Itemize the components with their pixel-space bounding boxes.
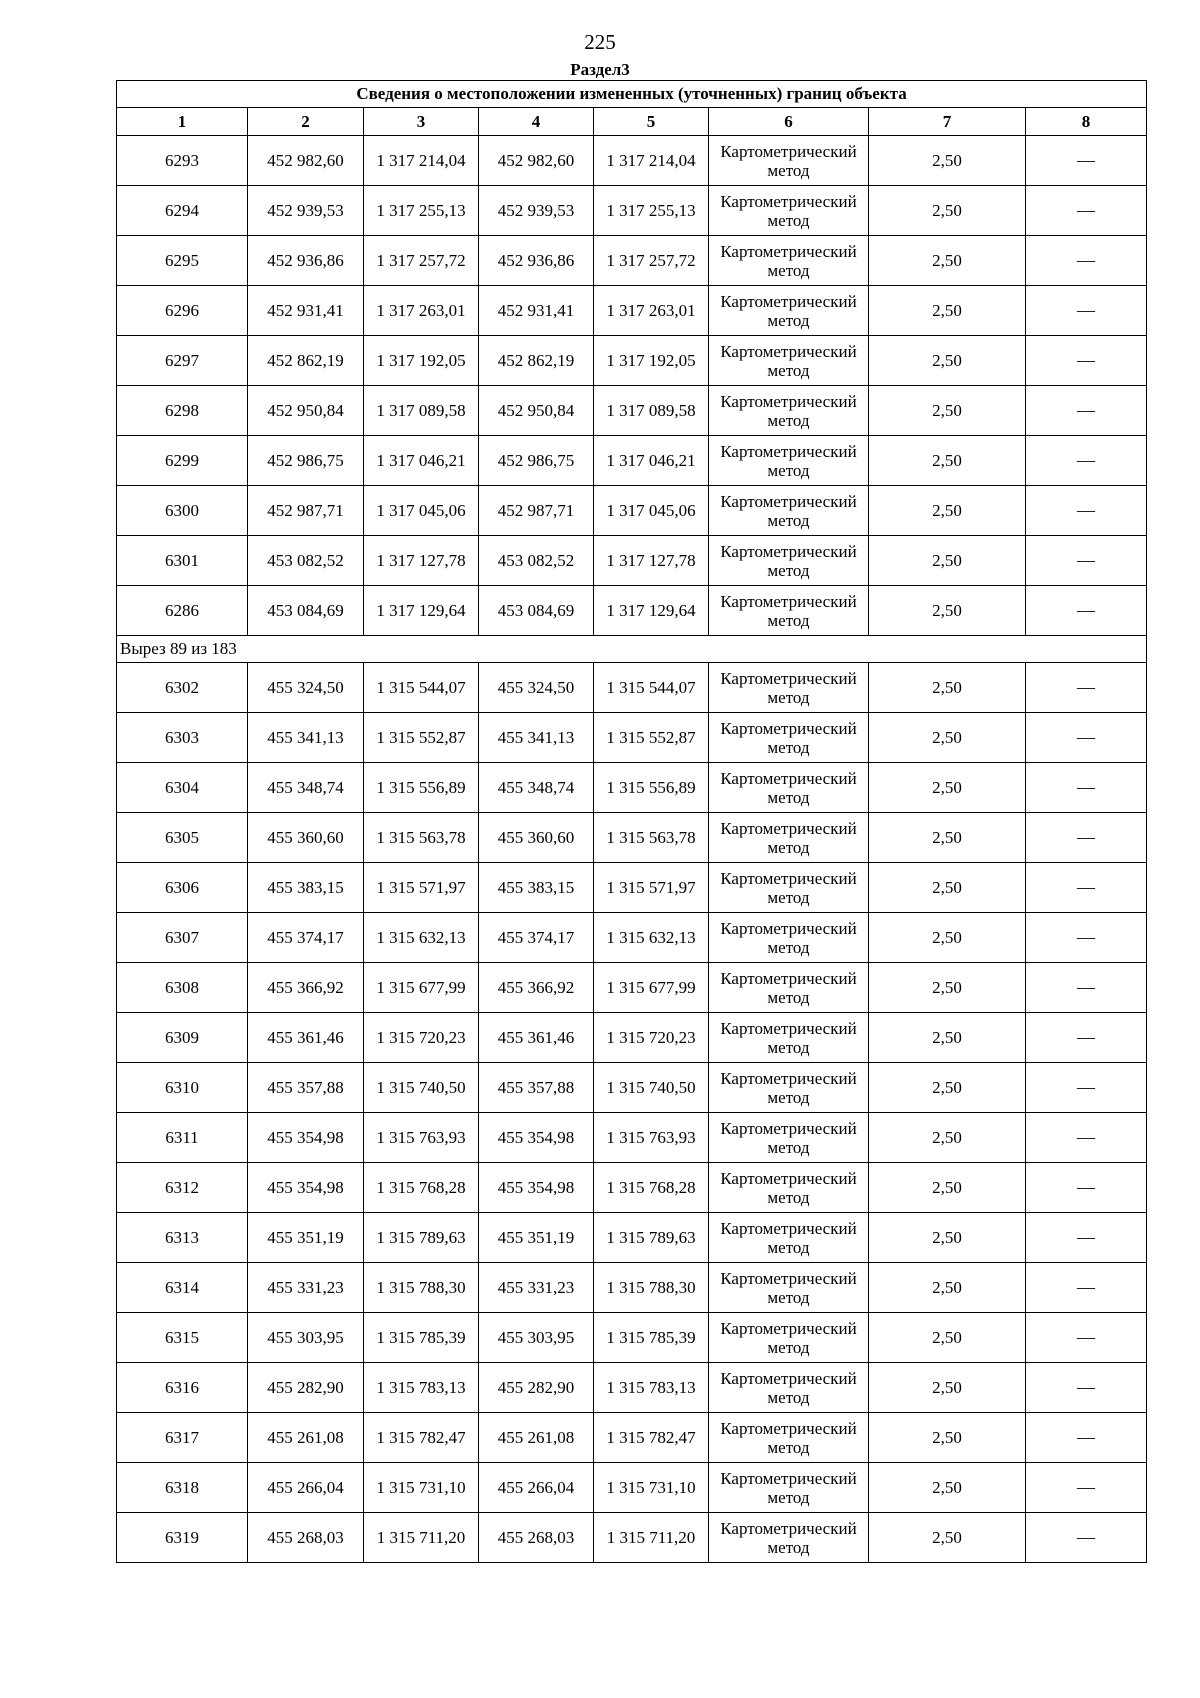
y-refined-cell: 1 315 632,13 xyxy=(594,913,709,963)
x-refined-cell: 455 282,90 xyxy=(479,1363,594,1413)
table-row xyxy=(117,136,1147,186)
y-refined-cell: 1 315 768,28 xyxy=(594,1163,709,1213)
y-existing-cell: 1 315 783,13 xyxy=(364,1363,479,1413)
point-number-cell: 6319 xyxy=(117,1513,248,1563)
method-cell: Картометрический метод xyxy=(709,663,869,713)
column-number-7: 7 xyxy=(869,108,1026,136)
point-number-cell: 6310 xyxy=(117,1063,248,1113)
y-existing-cell: 1 315 788,30 xyxy=(364,1263,479,1313)
y-refined-cell: 1 315 789,63 xyxy=(594,1213,709,1263)
table-caption: Сведения о местоположении измененных (уточненных) границ объекта xyxy=(117,81,1147,108)
y-existing-cell: 1 315 552,87 xyxy=(364,713,479,763)
table-row xyxy=(117,1063,1147,1113)
table-row xyxy=(117,336,1147,386)
x-refined-cell: 455 268,03 xyxy=(479,1513,594,1563)
accuracy-cell: 2,50 xyxy=(869,963,1026,1013)
accuracy-cell: 2,50 xyxy=(869,536,1026,586)
accuracy-cell: 2,50 xyxy=(869,863,1026,913)
point-number-cell: 6315 xyxy=(117,1313,248,1363)
accuracy-cell: 2,50 xyxy=(869,586,1026,636)
coordinates-table xyxy=(116,80,1147,1563)
x-refined-cell: 455 331,23 xyxy=(479,1263,594,1313)
note-cell: — xyxy=(1026,963,1147,1013)
x-refined-cell: 455 351,19 xyxy=(479,1213,594,1263)
point-number-cell: 6318 xyxy=(117,1463,248,1513)
method-cell: Картометрический метод xyxy=(709,486,869,536)
table-row xyxy=(117,386,1147,436)
x-existing-cell: 455 383,15 xyxy=(248,863,364,913)
x-existing-cell: 455 374,17 xyxy=(248,913,364,963)
y-refined-cell: 1 317 089,58 xyxy=(594,386,709,436)
method-cell: Картометрический метод xyxy=(709,1313,869,1363)
x-refined-cell: 455 383,15 xyxy=(479,863,594,913)
x-existing-cell: 455 282,90 xyxy=(248,1363,364,1413)
x-refined-cell: 452 987,71 xyxy=(479,486,594,536)
section-label: Вырез 89 из 183 xyxy=(117,636,1147,663)
point-number-cell: 6301 xyxy=(117,536,248,586)
table-row xyxy=(117,486,1147,536)
table-row xyxy=(117,436,1147,486)
y-existing-cell: 1 315 720,23 xyxy=(364,1013,479,1063)
y-refined-cell: 1 315 731,10 xyxy=(594,1463,709,1513)
method-cell: Картометрический метод xyxy=(709,286,869,336)
method-cell: Картометрический метод xyxy=(709,1363,869,1413)
point-number-cell: 6296 xyxy=(117,286,248,336)
method-cell: Картометрический метод xyxy=(709,1163,869,1213)
y-refined-cell: 1 315 720,23 xyxy=(594,1013,709,1063)
method-cell: Картометрический метод xyxy=(709,1463,869,1513)
method-cell: Картометрический метод xyxy=(709,186,869,236)
accuracy-cell: 2,50 xyxy=(869,763,1026,813)
note-cell: — xyxy=(1026,186,1147,236)
x-existing-cell: 455 366,92 xyxy=(248,963,364,1013)
point-number-cell: 6311 xyxy=(117,1113,248,1163)
x-existing-cell: 452 862,19 xyxy=(248,336,364,386)
method-cell: Картометрический метод xyxy=(709,1213,869,1263)
method-cell: Картометрический метод xyxy=(709,913,869,963)
x-refined-cell: 455 366,92 xyxy=(479,963,594,1013)
note-cell: — xyxy=(1026,713,1147,763)
table-row xyxy=(117,236,1147,286)
table-row xyxy=(117,1413,1147,1463)
point-number-cell: 6302 xyxy=(117,663,248,713)
table-row xyxy=(117,1113,1147,1163)
x-existing-cell: 455 331,23 xyxy=(248,1263,364,1313)
y-refined-cell: 1 315 740,50 xyxy=(594,1063,709,1113)
x-existing-cell: 455 354,98 xyxy=(248,1163,364,1213)
table-row xyxy=(117,763,1147,813)
column-number-row xyxy=(117,108,1147,136)
y-refined-cell: 1 317 192,05 xyxy=(594,336,709,386)
y-existing-cell: 1 315 563,78 xyxy=(364,813,479,863)
note-cell: — xyxy=(1026,1163,1147,1213)
point-number-cell: 6286 xyxy=(117,586,248,636)
method-cell: Картометрический метод xyxy=(709,963,869,1013)
accuracy-cell: 2,50 xyxy=(869,813,1026,863)
method-cell: Картометрический метод xyxy=(709,386,869,436)
method-cell: Картометрический метод xyxy=(709,236,869,286)
y-refined-cell: 1 315 783,13 xyxy=(594,1363,709,1413)
point-number-cell: 6312 xyxy=(117,1163,248,1213)
note-cell: — xyxy=(1026,1363,1147,1413)
y-refined-cell: 1 315 763,93 xyxy=(594,1113,709,1163)
y-existing-cell: 1 317 257,72 xyxy=(364,236,479,286)
accuracy-cell: 2,50 xyxy=(869,1413,1026,1463)
table-body xyxy=(117,136,1147,1563)
accuracy-cell: 2,50 xyxy=(869,1113,1026,1163)
y-refined-cell: 1 317 257,72 xyxy=(594,236,709,286)
note-cell: — xyxy=(1026,1263,1147,1313)
method-cell: Картометрический метод xyxy=(709,1063,869,1113)
y-refined-cell: 1 315 788,30 xyxy=(594,1263,709,1313)
method-cell: Картометрический метод xyxy=(709,1413,869,1463)
y-refined-cell: 1 317 263,01 xyxy=(594,286,709,336)
accuracy-cell: 2,50 xyxy=(869,286,1026,336)
y-refined-cell: 1 315 711,20 xyxy=(594,1513,709,1563)
method-cell: Картометрический метод xyxy=(709,1263,869,1313)
y-refined-cell: 1 317 127,78 xyxy=(594,536,709,586)
x-refined-cell: 455 354,98 xyxy=(479,1163,594,1213)
accuracy-cell: 2,50 xyxy=(869,1513,1026,1563)
point-number-cell: 6295 xyxy=(117,236,248,286)
x-refined-cell: 455 360,60 xyxy=(479,813,594,863)
point-number-cell: 6316 xyxy=(117,1363,248,1413)
accuracy-cell: 2,50 xyxy=(869,386,1026,436)
y-refined-cell: 1 315 544,07 xyxy=(594,663,709,713)
table-row xyxy=(117,286,1147,336)
y-existing-cell: 1 315 782,47 xyxy=(364,1413,479,1463)
y-existing-cell: 1 315 785,39 xyxy=(364,1313,479,1363)
y-refined-cell: 1 315 563,78 xyxy=(594,813,709,863)
y-refined-cell: 1 315 677,99 xyxy=(594,963,709,1013)
accuracy-cell: 2,50 xyxy=(869,236,1026,286)
x-existing-cell: 455 361,46 xyxy=(248,1013,364,1063)
column-number-1: 1 xyxy=(117,108,248,136)
point-number-cell: 6299 xyxy=(117,436,248,486)
method-cell: Картометрический метод xyxy=(709,436,869,486)
y-existing-cell: 1 317 263,01 xyxy=(364,286,479,336)
y-existing-cell: 1 315 677,99 xyxy=(364,963,479,1013)
note-cell: — xyxy=(1026,1063,1147,1113)
accuracy-cell: 2,50 xyxy=(869,186,1026,236)
accuracy-cell: 2,50 xyxy=(869,1263,1026,1313)
table-row xyxy=(117,1363,1147,1413)
accuracy-cell: 2,50 xyxy=(869,1013,1026,1063)
accuracy-cell: 2,50 xyxy=(869,1313,1026,1363)
column-number-6: 6 xyxy=(709,108,869,136)
y-existing-cell: 1 315 711,20 xyxy=(364,1513,479,1563)
y-refined-cell: 1 317 129,64 xyxy=(594,586,709,636)
column-number-4: 4 xyxy=(479,108,594,136)
accuracy-cell: 2,50 xyxy=(869,913,1026,963)
note-cell: — xyxy=(1026,336,1147,386)
note-cell: — xyxy=(1026,1413,1147,1463)
table-row xyxy=(117,536,1147,586)
y-existing-cell: 1 317 255,13 xyxy=(364,186,479,236)
x-refined-cell: 455 357,88 xyxy=(479,1063,594,1113)
page-number: 225 xyxy=(584,30,616,54)
point-number-cell: 6300 xyxy=(117,486,248,536)
column-number-3: 3 xyxy=(364,108,479,136)
method-cell: Картометрический метод xyxy=(709,1013,869,1063)
x-refined-cell: 452 982,60 xyxy=(479,136,594,186)
method-cell: Картометрический метод xyxy=(709,1513,869,1563)
point-number-cell: 6309 xyxy=(117,1013,248,1063)
method-cell: Картометрический метод xyxy=(709,713,869,763)
point-number-cell: 6303 xyxy=(117,713,248,763)
point-number-cell: 6294 xyxy=(117,186,248,236)
x-existing-cell: 455 324,50 xyxy=(248,663,364,713)
x-existing-cell: 453 084,69 xyxy=(248,586,364,636)
method-cell: Картометрический метод xyxy=(709,863,869,913)
y-refined-cell: 1 317 214,04 xyxy=(594,136,709,186)
y-refined-cell: 1 315 782,47 xyxy=(594,1413,709,1463)
accuracy-cell: 2,50 xyxy=(869,1163,1026,1213)
y-existing-cell: 1 315 571,97 xyxy=(364,863,479,913)
point-number-cell: 6298 xyxy=(117,386,248,436)
point-number-cell: 6317 xyxy=(117,1413,248,1463)
y-existing-cell: 1 315 789,63 xyxy=(364,1213,479,1263)
note-cell: — xyxy=(1026,536,1147,586)
x-existing-cell: 452 939,53 xyxy=(248,186,364,236)
column-number-8: 8 xyxy=(1026,108,1147,136)
table-row xyxy=(117,1013,1147,1063)
note-cell: — xyxy=(1026,486,1147,536)
table-row xyxy=(117,663,1147,713)
table-row xyxy=(117,963,1147,1013)
note-cell: — xyxy=(1026,1213,1147,1263)
table-row xyxy=(117,1163,1147,1213)
accuracy-cell: 2,50 xyxy=(869,713,1026,763)
accuracy-cell: 2,50 xyxy=(869,1363,1026,1413)
method-cell: Картометрический метод xyxy=(709,136,869,186)
point-number-cell: 6297 xyxy=(117,336,248,386)
x-existing-cell: 452 936,86 xyxy=(248,236,364,286)
point-number-cell: 6305 xyxy=(117,813,248,863)
y-refined-cell: 1 315 556,89 xyxy=(594,763,709,813)
y-existing-cell: 1 317 089,58 xyxy=(364,386,479,436)
x-existing-cell: 452 986,75 xyxy=(248,436,364,486)
accuracy-cell: 2,50 xyxy=(869,436,1026,486)
note-cell: — xyxy=(1026,1113,1147,1163)
point-number-cell: 6307 xyxy=(117,913,248,963)
accuracy-cell: 2,50 xyxy=(869,136,1026,186)
note-cell: — xyxy=(1026,236,1147,286)
y-existing-cell: 1 315 740,50 xyxy=(364,1063,479,1113)
y-refined-cell: 1 317 045,06 xyxy=(594,486,709,536)
y-existing-cell: 1 315 556,89 xyxy=(364,763,479,813)
x-refined-cell: 452 862,19 xyxy=(479,336,594,386)
x-existing-cell: 455 341,13 xyxy=(248,713,364,763)
x-refined-cell: 455 266,04 xyxy=(479,1463,594,1513)
y-existing-cell: 1 317 192,05 xyxy=(364,336,479,386)
y-existing-cell: 1 317 129,64 xyxy=(364,586,479,636)
accuracy-cell: 2,50 xyxy=(869,336,1026,386)
point-number-cell: 6314 xyxy=(117,1263,248,1313)
x-existing-cell: 455 266,04 xyxy=(248,1463,364,1513)
y-refined-cell: 1 315 785,39 xyxy=(594,1313,709,1363)
y-refined-cell: 1 315 571,97 xyxy=(594,863,709,913)
method-cell: Картометрический метод xyxy=(709,536,869,586)
point-number-cell: 6293 xyxy=(117,136,248,186)
y-existing-cell: 1 317 127,78 xyxy=(364,536,479,586)
section-title: Раздел3 xyxy=(570,60,630,79)
y-existing-cell: 1 317 045,06 xyxy=(364,486,479,536)
x-existing-cell: 452 950,84 xyxy=(248,386,364,436)
table-row xyxy=(117,713,1147,763)
x-existing-cell: 452 987,71 xyxy=(248,486,364,536)
y-existing-cell: 1 317 214,04 xyxy=(364,136,479,186)
x-refined-cell: 455 261,08 xyxy=(479,1413,594,1463)
x-existing-cell: 455 354,98 xyxy=(248,1113,364,1163)
table-row xyxy=(117,586,1147,636)
method-cell: Картометрический метод xyxy=(709,1113,869,1163)
x-existing-cell: 455 303,95 xyxy=(248,1313,364,1363)
x-refined-cell: 453 084,69 xyxy=(479,586,594,636)
x-refined-cell: 452 931,41 xyxy=(479,286,594,336)
column-number-5: 5 xyxy=(594,108,709,136)
y-refined-cell: 1 315 552,87 xyxy=(594,713,709,763)
note-cell: — xyxy=(1026,386,1147,436)
y-existing-cell: 1 315 768,28 xyxy=(364,1163,479,1213)
accuracy-cell: 2,50 xyxy=(869,663,1026,713)
y-existing-cell: 1 315 763,93 xyxy=(364,1113,479,1163)
y-refined-cell: 1 317 046,21 xyxy=(594,436,709,486)
x-refined-cell: 455 303,95 xyxy=(479,1313,594,1363)
x-existing-cell: 455 268,03 xyxy=(248,1513,364,1563)
accuracy-cell: 2,50 xyxy=(869,1063,1026,1113)
table-row xyxy=(117,1263,1147,1313)
x-refined-cell: 455 374,17 xyxy=(479,913,594,963)
x-refined-cell: 453 082,52 xyxy=(479,536,594,586)
y-existing-cell: 1 317 046,21 xyxy=(364,436,479,486)
method-cell: Картометрический метод xyxy=(709,763,869,813)
x-refined-cell: 452 986,75 xyxy=(479,436,594,486)
x-existing-cell: 455 360,60 xyxy=(248,813,364,863)
point-number-cell: 6313 xyxy=(117,1213,248,1263)
method-cell: Картометрический метод xyxy=(709,586,869,636)
accuracy-cell: 2,50 xyxy=(869,1463,1026,1513)
note-cell: — xyxy=(1026,1013,1147,1063)
table-row xyxy=(117,1463,1147,1513)
x-refined-cell: 455 361,46 xyxy=(479,1013,594,1063)
note-cell: — xyxy=(1026,863,1147,913)
y-existing-cell: 1 315 731,10 xyxy=(364,1463,479,1513)
table-row xyxy=(117,1513,1147,1563)
table-row xyxy=(117,913,1147,963)
x-refined-cell: 455 324,50 xyxy=(479,663,594,713)
x-existing-cell: 455 357,88 xyxy=(248,1063,364,1113)
note-cell: — xyxy=(1026,1463,1147,1513)
note-cell: — xyxy=(1026,663,1147,713)
note-cell: — xyxy=(1026,1313,1147,1363)
x-refined-cell: 452 936,86 xyxy=(479,236,594,286)
section-row xyxy=(117,636,1147,663)
y-refined-cell: 1 317 255,13 xyxy=(594,186,709,236)
note-cell: — xyxy=(1026,286,1147,336)
x-existing-cell: 455 351,19 xyxy=(248,1213,364,1263)
x-existing-cell: 455 261,08 xyxy=(248,1413,364,1463)
x-existing-cell: 452 931,41 xyxy=(248,286,364,336)
method-cell: Картометрический метод xyxy=(709,813,869,863)
point-number-cell: 6308 xyxy=(117,963,248,1013)
y-existing-cell: 1 315 632,13 xyxy=(364,913,479,963)
point-number-cell: 6306 xyxy=(117,863,248,913)
y-existing-cell: 1 315 544,07 xyxy=(364,663,479,713)
note-cell: — xyxy=(1026,813,1147,863)
accuracy-cell: 2,50 xyxy=(869,486,1026,536)
column-number-2: 2 xyxy=(248,108,364,136)
accuracy-cell: 2,50 xyxy=(869,1213,1026,1263)
x-existing-cell: 452 982,60 xyxy=(248,136,364,186)
note-cell: — xyxy=(1026,763,1147,813)
method-cell: Картометрический метод xyxy=(709,336,869,386)
table-row xyxy=(117,1213,1147,1263)
note-cell: — xyxy=(1026,586,1147,636)
note-cell: — xyxy=(1026,1513,1147,1563)
x-refined-cell: 452 950,84 xyxy=(479,386,594,436)
x-existing-cell: 453 082,52 xyxy=(248,536,364,586)
x-refined-cell: 455 348,74 xyxy=(479,763,594,813)
x-existing-cell: 455 348,74 xyxy=(248,763,364,813)
point-number-cell: 6304 xyxy=(117,763,248,813)
note-cell: — xyxy=(1026,436,1147,486)
note-cell: — xyxy=(1026,913,1147,963)
table-row xyxy=(117,813,1147,863)
x-refined-cell: 455 341,13 xyxy=(479,713,594,763)
x-refined-cell: 455 354,98 xyxy=(479,1113,594,1163)
note-cell: — xyxy=(1026,136,1147,186)
x-refined-cell: 452 939,53 xyxy=(479,186,594,236)
table-row xyxy=(117,186,1147,236)
table-row xyxy=(117,863,1147,913)
table-row xyxy=(117,1313,1147,1363)
